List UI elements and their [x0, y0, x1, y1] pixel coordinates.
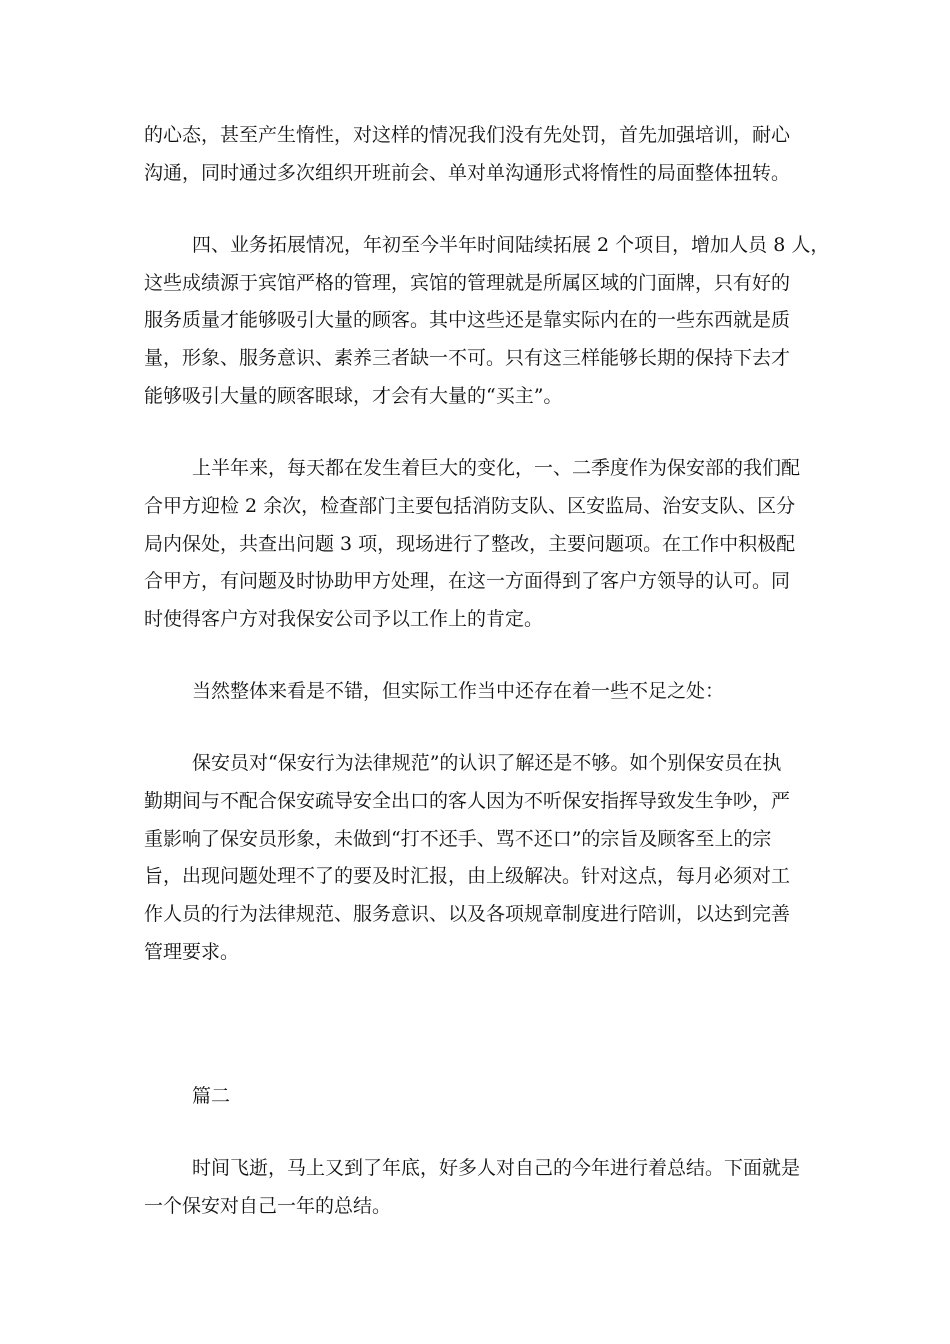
text-line: 重影响了保安员形象，未做到“打不还手、骂不还口”的宗旨及顾客至上的宗: [144, 828, 772, 850]
text-line: 四、业务拓展情况，年初至今半年时间陆续拓展 2 个项目，增加人员 8 人，: [192, 234, 830, 256]
text-line: 合甲方，有问题及时协助甲方处理，在这一方面得到了客户方领导的认可。同: [144, 570, 791, 592]
text-line: 时使得客户方对我保安公司予以工作上的肯定。: [144, 608, 544, 630]
text-line: 上半年来，每天都在发生着巨大的变化，一、二季度作为保安部的我们配: [192, 457, 801, 479]
text-line: 管理要求。: [144, 941, 240, 963]
text-line: 的心态，甚至产生惰性，对这样的情况我们没有先处罚，首先加强培训，耐心: [144, 124, 791, 146]
section-title: 篇二: [192, 1085, 231, 1107]
text-line: 旨，出现问题处理不了的要及时汇报，由上级解决。针对这点，每月必须对工: [144, 865, 791, 887]
text-line: 勤期间与不配合保安疏导安全出口的客人因为不听保安指挥导致发生争吵，严: [144, 790, 791, 812]
text-line: 保安员对“保安行为法律规范”的认识了解还是不够。如个别保安员在执: [192, 752, 782, 774]
text-line: 这些成绩源于宾馆严格的管理，宾馆的管理就是所属区域的门面牌，只有好的: [144, 272, 791, 294]
text-line: 合甲方迎检 2 余次，检查部门主要包括消防支队、区安监局、治安支队、区分: [144, 495, 796, 517]
text-line: 沟通，同时通过多次组织开班前会、单对单沟通形式将惰性的局面整体扭转。: [144, 162, 791, 184]
text-line: 服务质量才能够吸引大量的顾客。其中这些还是靠实际内在的一些东西就是质: [144, 309, 791, 331]
text-line: 量，形象、服务意识、素养三者缺一不可。只有这三样能够长期的保持下去才: [144, 347, 791, 369]
text-line: 一个保安对自己一年的总结。: [144, 1195, 392, 1217]
text-line: 当然整体来看是不错，但实际工作当中还存在着一些不足之处：: [192, 680, 725, 702]
text-line: 能够吸引大量的顾客眼球，才会有大量的“买主”。: [144, 385, 563, 407]
text-line: 局内保处，共查出问题 3 项，现场进行了整改，主要问题项。在工作中积极配: [144, 533, 796, 555]
text-line: 时间飞逝，马上又到了年底，好多人对自己的今年进行着总结。下面就是: [192, 1157, 801, 1179]
text-line: 作人员的行为法律规范、服务意识、以及各项规章制度进行陪训，以达到完善: [144, 903, 791, 925]
